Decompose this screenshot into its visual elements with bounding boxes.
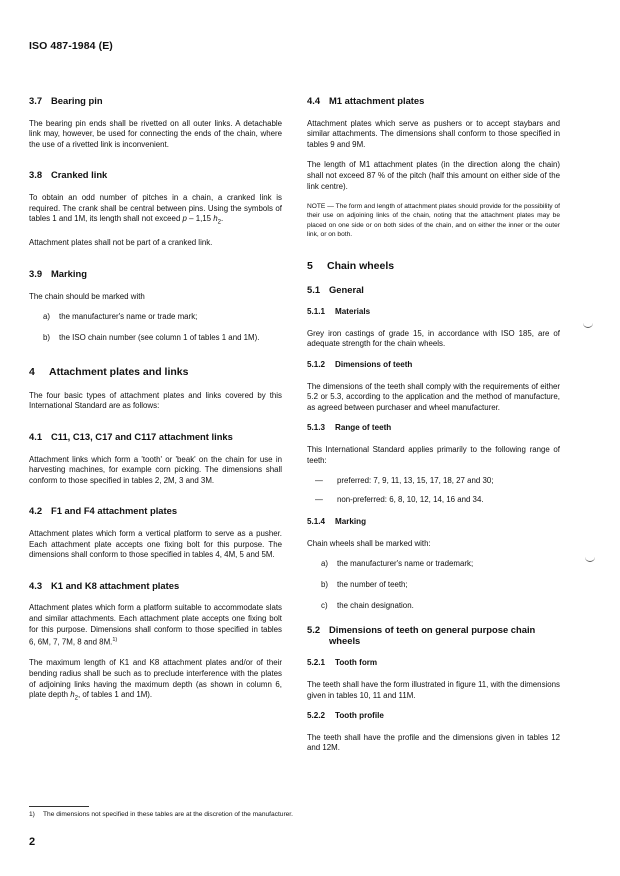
list-item: c) the chain designation. — [321, 600, 414, 610]
section-5-1-3-heading: 5.1.3 Range of teeth — [307, 423, 392, 433]
document-header: ISO 487-1984 (E) — [29, 40, 113, 52]
list-item: b) the number of teeth; — [321, 580, 408, 590]
footnote-ref: 1) — [112, 637, 118, 644]
section-5-1-4-heading: 5.1.4 Marking — [307, 517, 367, 527]
section-5-2-2-text: The teeth shall have the profile and the dimensions given in tables 12 and 12M. — [307, 732, 560, 753]
section-5-1-heading: 5.1 General — [307, 283, 364, 295]
section-4-2-heading: 4.2 F1 and F4 attachment plates — [29, 505, 178, 517]
section-4-heading: 4 Attachment plates and links — [29, 366, 189, 379]
section-3-9-text: The chain should be marked with — [29, 291, 145, 301]
section-3-7-heading: 3.7 Bearing pin — [29, 95, 103, 106]
section-5-heading: 5 Chain wheels — [307, 259, 395, 272]
section-4-4-text: Attachment plates which serve as pushers or to accept staybars and similar attachments. The dimensions shall conform to those specified in tables 9 and 9M. — [307, 118, 560, 149]
section-4-2-text: Attachment plates which form a vertical platform to serve as a pusher. Each attachment plate accepts one fixing bolt for this purpose. The dimensions shall conform to those specified in tables 4, 4M, 5 and 5M. — [29, 529, 282, 560]
list-item: — preferred: 7, 9, 11, 13, 15, 17, 18, 27 and 30; — [315, 476, 494, 486]
margin-mark — [585, 556, 595, 562]
section-4-4-heading: 4.4 M1 attachment plates — [307, 95, 425, 106]
section-5-2-2-heading: 5.2.2 Tooth profile — [307, 711, 384, 721]
section-5-2-1-text: The teeth shall have the form illustrated in figure 11, with the dimensions given in tables 10, 11 and 11M. — [307, 680, 560, 700]
section-4-1-text: Attachment links which form a 'tooth' or 'beak' on the chain for use in harvesting machines, for example corn picking. The dimensions shall conform to those specified in tables 2, 2M, 3 and 3M. — [29, 454, 282, 485]
page-number: 2 — [29, 836, 36, 848]
footnote-rule — [29, 806, 89, 807]
list-item: a) the manufacturer's name or trade mark; — [43, 312, 198, 322]
section-5-1-1-text: Grey iron castings of grade 15, in accordance with ISO 185, are of adequate strength for the chain wheels. — [307, 328, 560, 349]
section-4-1-heading: 4.1 C11, C13, C17 and C117 attachment links — [29, 431, 233, 443]
section-4-4-text-2: The length of M1 attachment plates (in the direction along the chain) shall not exceed 87 % of the pitch (half this amount on either side of the link centre). — [307, 160, 560, 191]
section-3-7-text: The bearing pin ends shall be rivetted on all outer links. A detachable link may, however, be used for connecting the ends of the chain, where the use of a rivetted link is inconvenient. — [29, 118, 282, 149]
section-5-1-1-heading: 5.1.1 Materials — [307, 307, 371, 317]
section-3-8-heading: 3.8 Cranked link — [29, 169, 108, 181]
section-5-1-2-heading: 5.1.2 Dimensions of teeth — [307, 359, 413, 369]
section-5-2-heading: 5.2 Dimensions of teeth on general purpose chain wheels — [307, 624, 536, 646]
section-3-9-heading: 3.9 Marking — [29, 267, 87, 279]
section-3-8-text-2: Attachment plates shall not be part of a cranked link. — [29, 238, 213, 248]
section-4-3-heading: 4.3 K1 and K8 attachment plates — [29, 579, 180, 591]
section-3-8-text: To obtain an odd number of pitches in a chain, a cranked link is required. The crank shall be central between pins. Using the symbols of tables 1 and 1M, its length shall not exceed p – 1,15 $h_2$. — [29, 192, 282, 226]
list-item: a) the manufacturer's name or trademark; — [321, 559, 474, 569]
footnote: 1) The dimensions not specified in these tables are at the discretion of the manufacturer. — [29, 811, 293, 818]
list-item: b) the ISO chain number (see column 1 of tables 1 and 1M). — [43, 332, 260, 342]
section-5-1-3-text: This International Standard applies primarily to the following range of teeth: — [307, 444, 560, 465]
section-5-2-1-heading: 5.2.1 Tooth form — [307, 658, 378, 668]
section-5-1-2-text: The dimensions of the teeth shall comply with the requirements of either 5.2 or 5.3, according to the application and the method of manufacture, as agreed between purchaser and wheel manufacturer. — [307, 381, 560, 412]
right-column — [307, 96, 560, 764]
section-4-text: The four basic types of attachment plates and links covered by this International Standard are as follows: — [29, 390, 282, 411]
margin-mark — [583, 322, 593, 328]
section-4-3-text-2: The maximum length of K1 and K8 attachment plates and/or of their bending radius shall be such as to preclude interference with the plates of adjoining links having the maximum depth (as shown in column 6, plate depth $h_2$, of tables 1 and 1M). — [29, 658, 282, 702]
note: NOTE — The form and length of attachment plates should provide for the possibility of their use on adjoining links of the chain, noting that the attachment plates may be placed on one side or on both sides of the chain, and on either the inner or the outer link, or on both. — [307, 203, 560, 238]
list-item: — non-preferred: 6, 8, 10, 12, 14, 16 and 34. — [315, 494, 484, 504]
section-4-3-text: Attachment plates which form a platform suitable to accommodate slats and similar attachments. Each attachment plate accepts one fixing bolt for this purpose. Dimensions shall conform to those specified in tables 6, 6M, 7, 7M, 8 and 8M.$^{1)}$ — [29, 603, 282, 647]
section-5-1-4-text: Chain wheels shall be marked with: — [307, 538, 431, 548]
left-column — [29, 96, 282, 714]
